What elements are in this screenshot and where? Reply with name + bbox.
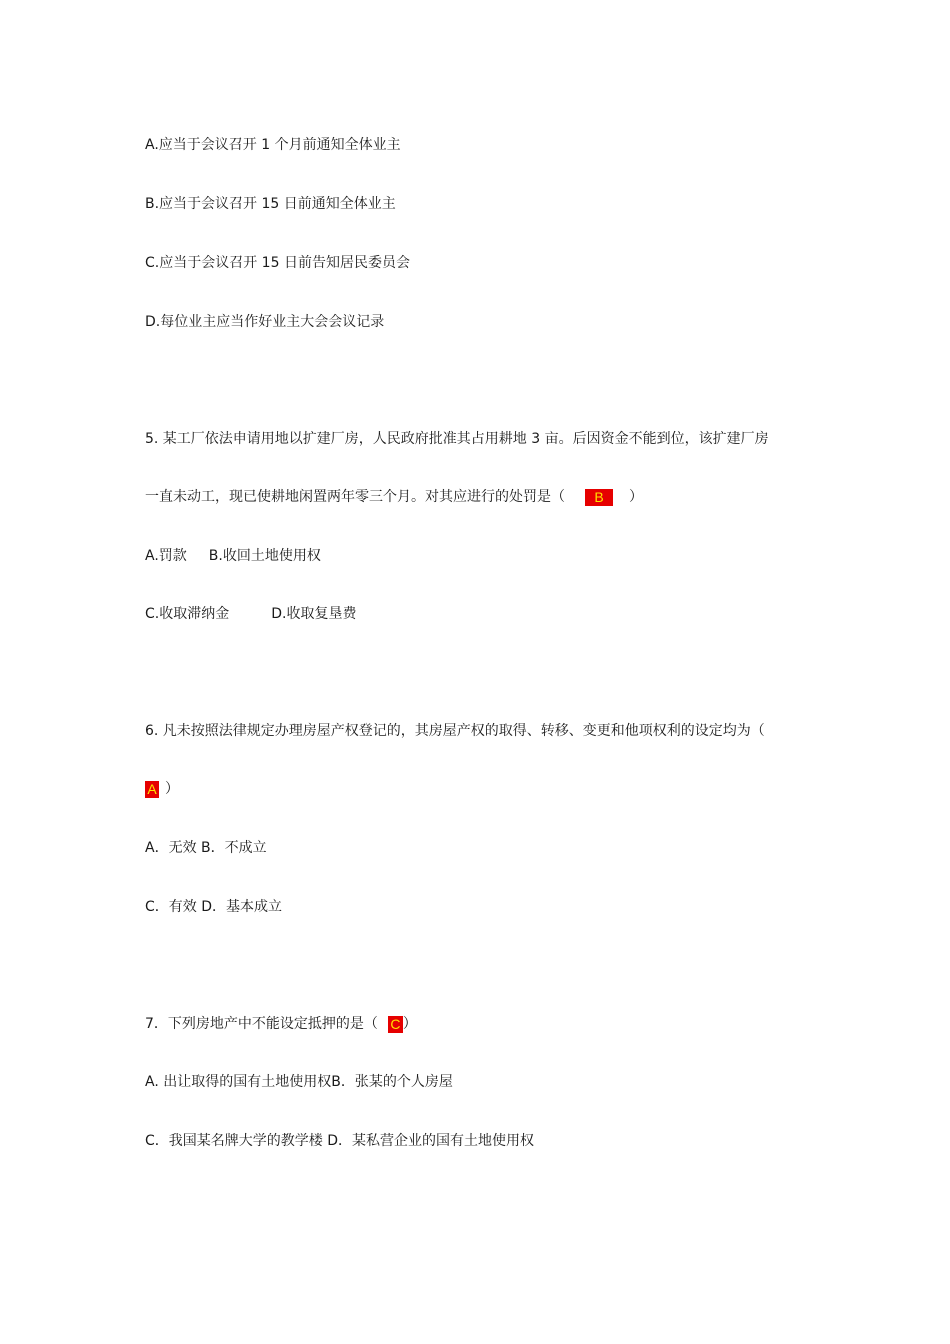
- q7-answer-highlight: C: [388, 1016, 403, 1033]
- q5-stem-line1: 5. 某工厂依法申请用地以扩建厂房，人民政府批准其占用耕地 3 亩。后因资金不能到位，该扩建厂房: [145, 431, 769, 447]
- q5-stem-line2: [145, 487, 643, 507]
- q4-option-c: C.应当于会议召开 15 日前告知居民委员会: [145, 255, 410, 271]
- q6-close-paren: ）: [165, 781, 179, 797]
- q6-options-ab: A．无效 B．不成立: [145, 840, 267, 856]
- q7-stem-text: 7．下列房地产中不能设定抵押的是（: [145, 1016, 378, 1032]
- q6-stem-line1: 6. 凡未按照法律规定办理房屋产权登记的，其房屋产权的取得、转移、变更和他项权利的设定均为（: [145, 723, 765, 739]
- q7-close-paren: ）: [402, 1016, 417, 1032]
- q4-option-b: B.应当于会议召开 15 日前通知全体业主: [145, 196, 396, 212]
- q6-answer-line: [145, 779, 179, 799]
- q4-option-a: A.应当于会议召开 1 个月前通知全体业主: [145, 137, 401, 153]
- q5-answer-highlight: B: [585, 489, 613, 506]
- q5-option-c: C.收取滞纳金: [145, 606, 230, 622]
- q7-stem-line: [145, 1014, 417, 1034]
- q5-stem-text: 一直未动工，现已使耕地闲置两年零三个月。对其应进行的处罚是（: [145, 489, 565, 505]
- q5-option-d: D.收取复垦费: [271, 606, 357, 622]
- q7-options-ab: A. 出让取得的国有土地使用权B．张某的个人房屋: [145, 1074, 453, 1090]
- q4-option-d: D.每位业主应当作好业主大会会议记录: [145, 314, 385, 330]
- q5-option-a: A.罚款: [145, 548, 187, 564]
- q7-options-cd: C．我国某名牌大学的教学楼 D．某私营企业的国有土地使用权: [145, 1133, 535, 1149]
- q5-options-row2: [145, 604, 356, 624]
- q5-option-b: B.收回土地使用权: [208, 548, 321, 564]
- q6-options-cd: C．有效 D．基本成立: [145, 899, 283, 915]
- q5-close-paren: ）: [629, 489, 643, 505]
- q6-answer-highlight: A: [145, 781, 159, 798]
- q5-options-row1: [145, 546, 321, 566]
